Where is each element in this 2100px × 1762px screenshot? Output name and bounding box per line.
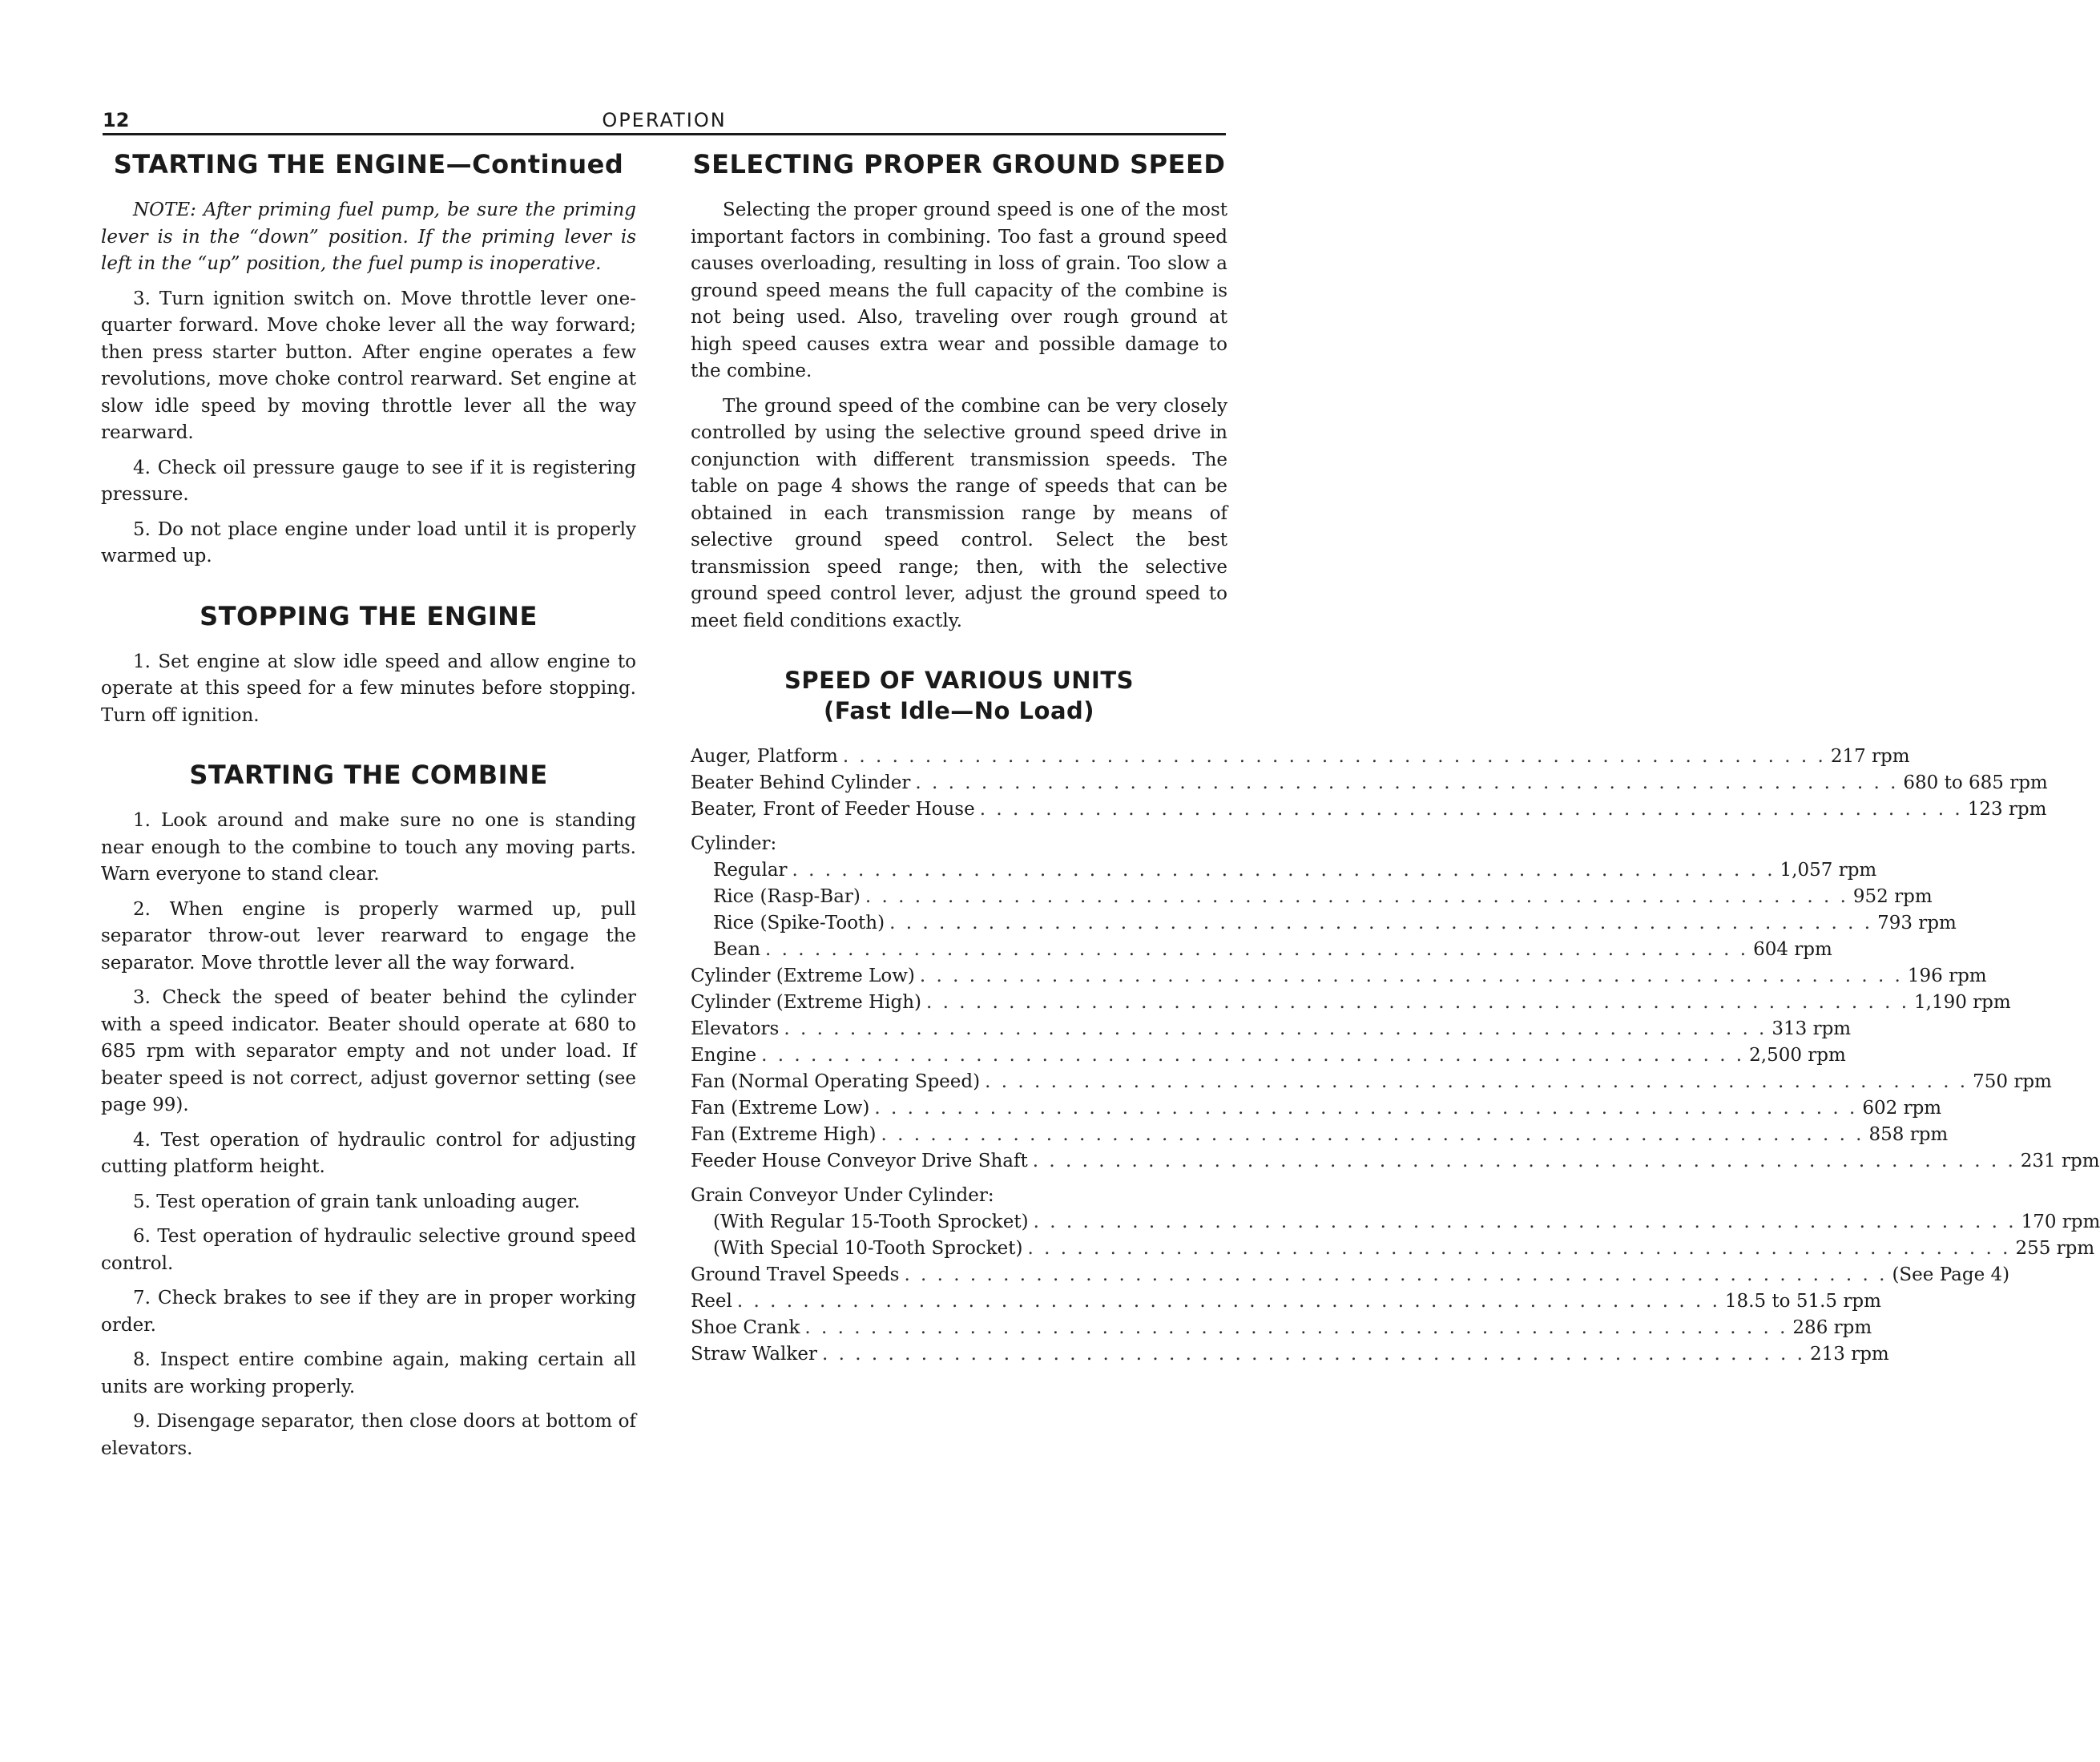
page-number: 12 [103,109,130,131]
step-paragraph: 3. Turn ignition switch on. Move throttle lever one-quarter forward. Move choke lever all the way forward; then press starter button. After engine operates a few revolutions, move choke control rearward. Set engine at slow idle speed by moving throttle lever all the way rearward. [101,288,636,443]
speed-unit-label: Straw Walker [691,1344,817,1365]
speed-row [691,857,1877,884]
leader-dots: . . . . . . . . . . . . . . . . . . . . . . . . . . . . . . . . . . . . . . . . . . . . . . . . . . . . . . . . . . . . [904,1264,1888,1285]
speed-value: 123 rpm [1967,799,2047,820]
heading-starting-engine-continued: STARTING THE ENGINE—Continued [113,149,624,179]
leader-dots: . . . . . . . . . . . . . . . . . . . . . . . . . . . . . . . . . . . . . . . . . . . . . . . . . . . . . . . . . . . . [889,913,1873,933]
speed-row [691,796,2047,823]
speed-unit-label: Fan (Normal Operating Speed) [691,1071,981,1092]
body-paragraph: Selecting the proper ground speed is one of the most important factors in combining. Too fast a ground speed causes overloading, resulting in loss of grain. Too slow a ground speed means the full capacity of the combine is not being used. Also, traveling over rough ground at high speed causes extra wear and possible damage to the combine. [691,200,1227,381]
leader-dots: . . . . . . . . . . . . . . . . . . . . . . . . . . . . . . . . . . . . . . . . . . . . . . . . . . . . . . . . . . . . [985,1071,1969,1092]
leader-dots: . . . . . . . . . . . . . . . . . . . . . . . . . . . . . . . . . . . . . . . . . . . . . . . . . . . . . . . . . . . . [1033,1212,2017,1232]
step-paragraph: 3. Check the speed of beater behind the cylinder with a speed indicator. Beater should operate at 680 to 685 rpm with separator empty and not under load. If beater speed is not correct, adjust governor setting (see page 99). [101,987,636,1115]
heading-speed-units: SPEED OF VARIOUS UNITS [784,667,1134,694]
leader-dots: . . . . . . . . . . . . . . . . . . . . . . . . . . . . . . . . . . . . . . . . . . . . . . . . . . . . . . . . . . . . [865,886,1848,907]
speed-unit-label: (With Special 10-Tooth Sprocket) [713,1238,1023,1259]
leader-dots: . . . . . . . . . . . . . . . . . . . . . . . . . . . . . . . . . . . . . . . . . . . . . . . . . . . . . . . . . . . . [736,1291,1720,1312]
speed-table [691,744,2100,1368]
step-paragraph: 4. Check oil pressure gauge to see if it is registering pressure. [101,457,636,505]
speed-value: 213 rpm [1809,1344,1889,1365]
speed-row [691,831,1227,857]
speed-unit-label: Beater, Front of Feeder House [691,799,975,820]
speed-row [691,770,2048,796]
leader-dots: . . . . . . . . . . . . . . . . . . . . . . . . . . . . . . . . . . . . . . . . . . . . . . . . . . . . . . . . . . . . [979,799,1963,820]
step-paragraph: 7. Check brakes to see if they are in proper working order. [101,1288,636,1336]
speed-value: 793 rpm [1877,913,1957,933]
speed-row [691,1262,2010,1288]
speed-unit-label: Grain Conveyor Under Cylinder: [691,1185,994,1206]
speed-value: 858 rpm [1868,1124,1949,1145]
speed-row [691,1069,2052,1095]
speed-unit-label: Elevators [691,1018,780,1039]
speed-unit-label: Ground Travel Speeds [691,1264,900,1285]
speed-unit-label: Regular [713,860,788,881]
speed-unit-label: Cylinder: [691,833,777,854]
speed-unit-label: Auger, Platform [691,746,838,767]
page-header [103,106,1226,135]
speed-value: 602 rpm [1862,1098,1942,1119]
heading-stopping-engine: STOPPING THE ENGINE [200,600,538,631]
speed-row [691,1288,1881,1315]
speed-row [691,1042,1846,1069]
speed-row [691,1315,1872,1341]
speed-value: 231 rpm [2020,1151,2100,1171]
speed-value: 196 rpm [1907,966,1987,986]
speed-unit-label: (With Regular 15-Tooth Sprocket) [713,1212,1029,1232]
speed-unit-label: Rice (Rasp-Bar) [713,886,861,907]
step-paragraph: 9. Disengage separator, then close doors at bottom of elevators. [101,1411,636,1459]
leader-dots: . . . . . . . . . . . . . . . . . . . . . . . . . . . . . . . . . . . . . . . . . . . . . . . . . . . . . . . . . . . . [784,1018,1767,1039]
speed-row [691,884,1933,910]
speed-unit-label: Shoe Crank [691,1317,800,1338]
speed-value: 18.5 to 51.5 rpm [1724,1291,1881,1312]
speed-unit-label: Cylinder (Extreme Low) [691,966,915,986]
speed-unit-label: Reel [691,1291,732,1312]
speed-value: 604 rpm [1753,939,1832,960]
speed-row [691,937,1832,963]
speed-unit-label: Fan (Extreme Low) [691,1098,870,1119]
leader-dots: . . . . . . . . . . . . . . . . . . . . . . . . . . . . . . . . . . . . . . . . . . . . . . . . . . . . . . . . . . . . [926,992,1910,1013]
speed-row [691,1148,2100,1175]
speed-row [691,910,1957,937]
leader-dots: . . . . . . . . . . . . . . . . . . . . . . . . . . . . . . . . . . . . . . . . . . . . . . . . . . . . . . . . . . . . [804,1317,1788,1338]
speed-value: 217 rpm [1830,746,1910,767]
heading-ground-speed: SELECTING PROPER GROUND SPEED [692,149,1226,179]
speed-row [691,1183,1227,1209]
speed-unit-label: Fan (Extreme High) [691,1124,877,1145]
speed-value: 952 rpm [1852,886,1933,907]
step-paragraph: 1. Set engine at slow idle speed and allow engine to operate at this speed for a few minutes before stopping. Turn off ignition. [101,651,636,726]
speed-row [691,1016,1852,1042]
speed-unit-label: Beater Behind Cylinder [691,772,911,793]
speed-row [691,963,1987,990]
step-paragraph: 1. Look around and make sure no one is standing near enough to the combine to touch any moving parts. Warn everyone to stand clear. [101,810,636,885]
section-title: OPERATION [602,109,727,131]
leader-dots: . . . . . . . . . . . . . . . . . . . . . . . . . . . . . . . . . . . . . . . . . . . . . . . . . . . . . . . . . . . . [765,939,1749,960]
speed-unit-label: Bean [713,939,761,960]
priming-note: NOTE: After priming fuel pump, be sure the priming lever is in the “down” position. If the priming lever is left in the “up” position, the fuel pump is inoperative. [101,200,636,274]
heading-starting-combine: STARTING THE COMBINE [189,760,548,790]
leader-dots: . . . . . . . . . . . . . . . . . . . . . . . . . . . . . . . . . . . . . . . . . . . . . . . . . . . . . . . . . . . . [842,746,1826,767]
speed-row [691,1209,2100,1236]
speed-value: 255 rpm [2015,1238,2095,1259]
subheading-fast-idle: (Fast Idle—No Load) [823,697,1095,724]
speed-row [691,744,1910,770]
speed-row [691,1236,2095,1262]
step-paragraph: 5. Do not place engine under load until it is properly warmed up. [101,518,636,567]
speed-row [691,1122,1949,1148]
speed-unit-label: Engine [691,1045,757,1066]
step-paragraph: 5. Test operation of grain tank unloading auger. [133,1191,580,1212]
speed-value: 1,190 rpm [1914,992,2011,1013]
speed-row [691,990,2011,1016]
speed-unit-label: Feeder House Conveyor Drive Shaft [691,1151,1028,1171]
leader-dots: . . . . . . . . . . . . . . . . . . . . . . . . . . . . . . . . . . . . . . . . . . . . . . . . . . . . . . . . . . . . [915,772,1899,793]
step-paragraph: 6. Test operation of hydraulic selective ground speed control. [101,1226,636,1274]
body-paragraph: The ground speed of the combine can be very closely controlled by using the selective ground speed drive in conjunction with different transmission speeds. The table on page 4 shows the range of speeds that can be obtained in each transmission range by means of selective ground speed control. Select the best transmission speed range; then, with the selective ground speed control lever, adjust the ground speed to meet field conditions exactly. [691,395,1227,631]
speed-value: 286 rpm [1792,1317,1872,1338]
speed-value: 313 rpm [1771,1018,1852,1039]
speed-unit-label: Cylinder (Extreme High) [691,992,921,1013]
speed-value: 2,500 rpm [1749,1045,1846,1066]
speed-value: 1,057 rpm [1780,860,1877,881]
step-paragraph: 8. Inspect entire combine again, making certain all units are working properly. [101,1349,636,1397]
step-paragraph: 2. When engine is properly warmed up, pull separator throw-out lever rearward to engage the separator. Move throttle lever all the way forward. [101,898,636,974]
leader-dots: . . . . . . . . . . . . . . . . . . . . . . . . . . . . . . . . . . . . . . . . . . . . . . . . . . . . . . . . . . . . [1027,1238,2011,1259]
leader-dots: . . . . . . . . . . . . . . . . . . . . . . . . . . . . . . . . . . . . . . . . . . . . . . . . . . . . . . . . . . . . [881,1124,1864,1145]
speed-row [691,1341,1889,1368]
leader-dots: . . . . . . . . . . . . . . . . . . . . . . . . . . . . . . . . . . . . . . . . . . . . . . . . . . . . . . . . . . . . [792,860,1776,881]
leader-dots: . . . . . . . . . . . . . . . . . . . . . . . . . . . . . . . . . . . . . . . . . . . . . . . . . . . . . . . . . . . . [919,966,1903,986]
speed-value: 750 rpm [1973,1071,2052,1092]
speed-unit-label: Rice (Spike-Tooth) [713,913,885,933]
speed-value: 170 rpm [2021,1212,2100,1232]
leader-dots: . . . . . . . . . . . . . . . . . . . . . . . . . . . . . . . . . . . . . . . . . . . . . . . . . . . . . . . . . . . . [821,1344,1805,1365]
right-column [691,149,2100,1368]
leader-dots: . . . . . . . . . . . . . . . . . . . . . . . . . . . . . . . . . . . . . . . . . . . . . . . . . . . . . . . . . . . . [761,1045,1745,1066]
left-column [101,149,636,1462]
speed-value: 680 to 685 rpm [1903,772,2048,793]
speed-value: (See Page 4) [1892,1264,2010,1285]
speed-row [691,1095,1942,1122]
leader-dots: . . . . . . . . . . . . . . . . . . . . . . . . . . . . . . . . . . . . . . . . . . . . . . . . . . . . . . . . . . . . [1032,1151,2016,1171]
step-paragraph: 4. Test operation of hydraulic control for adjusting cutting platform height. [101,1129,636,1177]
leader-dots: . . . . . . . . . . . . . . . . . . . . . . . . . . . . . . . . . . . . . . . . . . . . . . . . . . . . . . . . . . . . [874,1098,1858,1119]
